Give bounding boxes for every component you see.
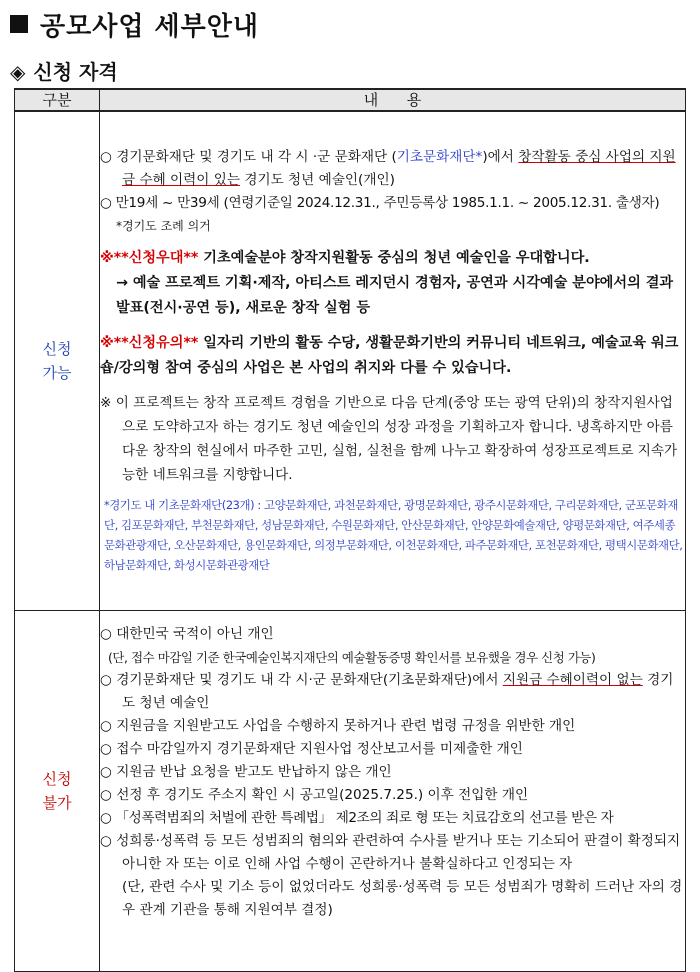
bullet-icon: ○	[100, 626, 112, 642]
bullet-icon: ○	[100, 672, 112, 688]
ineligible-item-8: ○ 성희롱·성폭력 등 모든 성범죄의 혐의와 관련하여 수사를 받거나 또는 기소되어 판결이 확정되지 아니한 자 또는 이로 인해 사업 수행이 곤란하거나 불확실하다고 인정되는 자	[100, 833, 681, 872]
eligible-item-1: ○ 경기문화재단 및 경기도 내 각 시 ·군 문화재단 (기초문화재단*)에서 창작활동 중심 사업의 지원금 수혜 이력이 있는 경기도 청년 예술인(개인)	[100, 149, 676, 188]
bullet-icon: ○	[100, 149, 112, 165]
bullet-icon: ○	[100, 741, 112, 757]
bullet-icon: ○	[100, 787, 112, 803]
ineligible-item-1-note: (단, 접수 마감일 기준 한국예술인복지재단의 예술활동증명 확인서를 보유했을 경우 신청 가능)	[108, 650, 596, 665]
ineligible-item-1: ○ 대한민국 국적이 아닌 개인	[100, 626, 274, 642]
section-title: ◈ 신청 자격	[10, 60, 118, 84]
ineligible-content	[100, 611, 686, 972]
ineligible-item-4: ○ 접수 마감일까지 경기문화재단 지원사업 정산보고서를 미제출한 개인	[100, 741, 523, 757]
preference-note: ※**신청우대** 기초예술분야 창작지원활동 중심의 청년 예술인을 우대합니다.	[100, 250, 590, 266]
preference-detail: → 예술 프로젝트 기획·제작, 아티스트 레지던시 경험자, 공연과 시각예술 분야에서의 결과발표(전시·공연 등), 새로운 창작 실험 등	[116, 275, 674, 316]
ineligible-item-3: ○ 지원금을 지원받고도 사업을 수행하지 못하거나 관련 법령 규정을 위반한 개인	[100, 718, 576, 734]
header-content: 내 용	[100, 89, 686, 111]
eligible-item-2: ○ 만19세 ~ 만39세 (연령기준일 2024.12.31., 주민등록상 1985.1.1. ~ 2005.12.31. 출생자)	[100, 195, 660, 211]
eligible-item-2-note: *경기도 조례 의거	[116, 219, 211, 233]
eligible-content	[100, 111, 686, 611]
table-header-row	[15, 89, 686, 111]
page-title: 공모사업 세부안내	[10, 6, 259, 43]
header-category: 구분	[15, 89, 100, 111]
diamond-icon: ◈	[10, 60, 26, 84]
ineligible-item-8-note: (단, 관련 수사 및 기소 등이 없었더라도 성희롱·성폭력 등 모든 성범죄가 명확히 드러난 자의 경우 관계 기관을 통해 지원여부 결정)	[122, 879, 683, 918]
bullet-icon: ○	[100, 833, 112, 849]
bullet-icon: ○	[100, 195, 112, 211]
ineligible-item-7: ○ 「성폭력범죄의 처벌에 관한 특례법」 제2조의 죄로 형 또는 치료감호의 선고를 받은 자	[100, 810, 614, 826]
foundations-list: *경기도 내 기초문화재단(23개) : 고양문화재단, 과천문화재단, 광명문화재단, 광주시문화재단, 구리문화재단, 군포문화재단, 김포문화재단, 부천문화재단, 성남문화재단, 수원문화재단, 안산문화재단, 안양문화예술재단, 양평문화재단, 여주세종문화관광재단, 오산문화재단, 용인문화재단, 의정부문화재단, 이천문화재단, 파주문화재단, 포천문화재단, 평택시문화재단, 하남문화재단, 화성시문화관광재단	[104, 498, 683, 572]
ineligible-item-6: ○ 선정 후 경기도 주소지 확인 시 공고일(2025.7.25.) 이후 전입한 개인	[100, 787, 529, 803]
eligible-label: 신청 가능	[15, 111, 100, 611]
ineligible-item-2: ○ 경기문화재단 및 경기도 내 각 시·군 문화재단(기초문화재단)에서 지원금 수혜이력이 없는 경기도 청년 예술인	[100, 672, 674, 711]
eligible-row	[15, 111, 686, 611]
caution-note: ※**신청유의** 일자리 기반의 활동 수당, 생활문화기반의 커뮤니티 네트워크, 예술교육 워크숍/강의형 참여 중심의 사업은 본 사업의 취지와 다를 수 있습니다.	[100, 335, 679, 376]
bullet-icon: ○	[100, 764, 112, 780]
bullet-icon: ○	[100, 810, 112, 826]
ineligible-label: 신청 불가	[15, 611, 100, 972]
ineligible-item-5: ○ 지원금 반납 요청을 받고도 반납하지 않은 개인	[100, 764, 392, 780]
project-note: ※ 이 프로젝트는 창작 프로젝트 경험을 기반으로 다음 단계(중앙 또는 광역 단위)의 창작지원사업으로 도약하고자 하는 경기도 청년 예술인의 성장 과정을 기획하고자 합니다. 냉혹하지만 아름다운 창작의 현실에서 마주한 고민, 실험, 실천을 함께 나누고 확장하여 성장프로젝트로 지속가능한 네트워크를 지향합니다.	[100, 395, 678, 483]
square-icon	[10, 15, 28, 33]
bullet-icon: ○	[100, 718, 112, 734]
ineligible-row	[15, 611, 686, 972]
eligibility-table	[14, 88, 686, 972]
